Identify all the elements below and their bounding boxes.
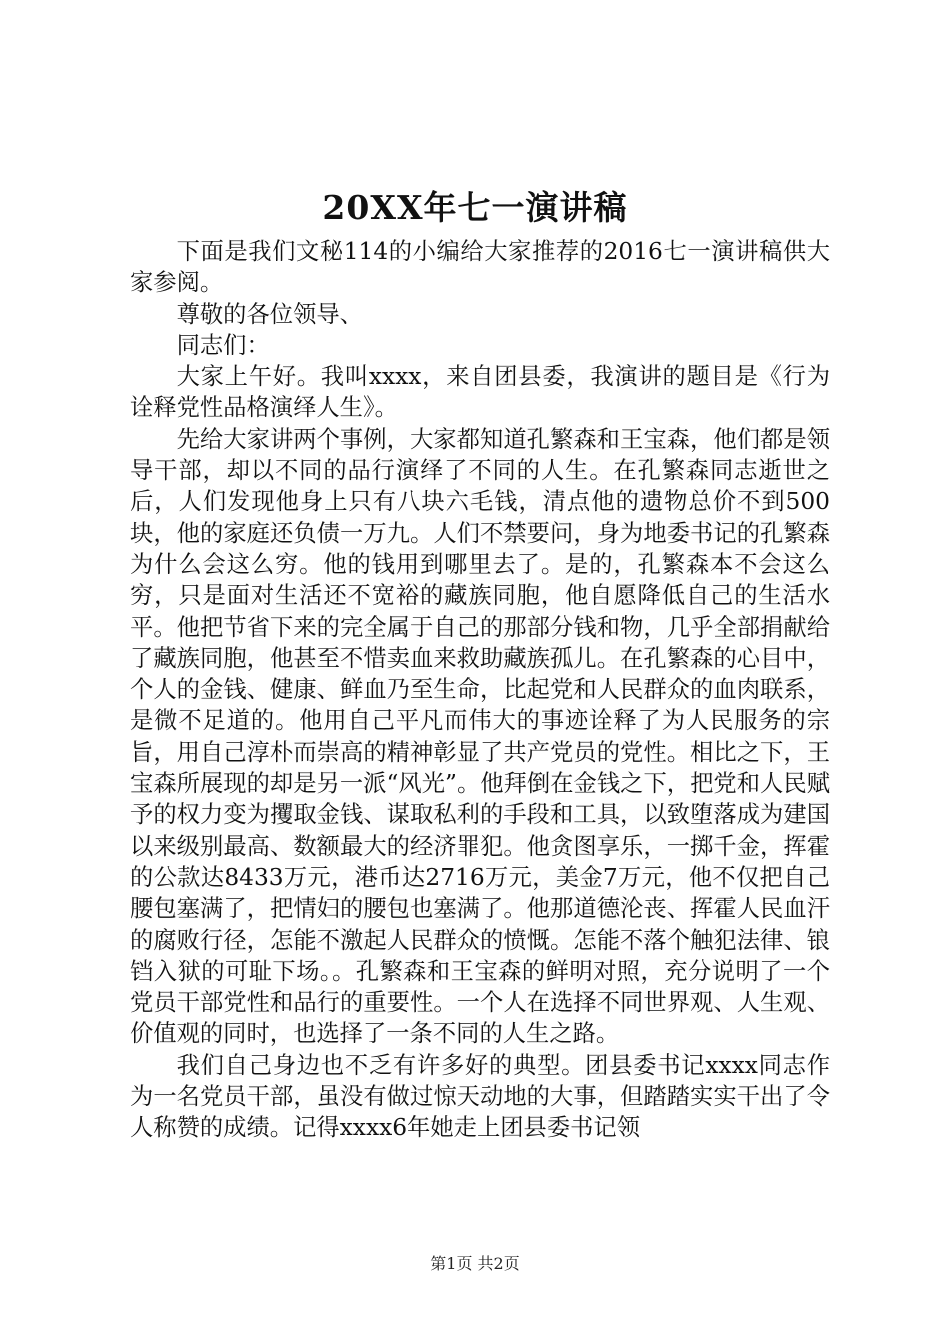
paragraph-greeting: 大家上午好。我叫xxxx，来自团县委，我演讲的题目是《行为诠释党性品格演绎人生》。: [130, 363, 830, 422]
document-title: 20XX年七一演讲稿: [322, 188, 628, 227]
paragraph-salutation-2: 同志们：: [176, 331, 270, 359]
paragraph-examples: 先给大家讲两个事例，大家都知道孔繁森和王宝森，他们都是领导干部，却以不同的品行演绎了不同的人生。在孔繁森同志逝世之后，人们发现他身上只有八块六毛钱，清点他的遗物总价不到500块，他的家庭还负债一万九。人们不禁要问，身为地委书记的孔繁森为什么会这么穷。他的钱用到哪里去了。是的，孔繁森本不会这么穷，只是面对生活还不宽裕的藏族同胞，他自愿降低自己的生活水平。他把节省下来的完全属于自己的那部分钱和物，几乎全部捐献给了藏族同胞，他甚至不惜卖血来救助藏族孤儿。在孔繁森的心目中，个人的金钱、健康、鲜血乃至生命，比起党和人民群众的血肉联系，是微不足道的。他用自己平凡而伟大的事迹诠释了为人民服务的宗旨，用自己淳朴而崇高的精神彰显了共产党员的党性。相比之下，王宝森所展现的却是另一派“风光”。他拜倒在金钱之下，把党和人民赋予的权力变为攫取金钱、谋取私利的手段和工具，以致堕落成为建国以来级别最高、数额最大的经济罪犯。他贪图享乐，一掷千金，挥霍的公款达8433万元，港币达2716万元，美金7万元，他不仅把自己腰包塞满了，把情妇的腰包也塞满了。他那道德沦丧、挥霍人民血汗的腐败行径，怎能不激起人民群众的愤慨。怎能不落个触犯法律、锒铛入狱的可耻下场。。孔繁森和王宝森的鲜明对照，充分说明了一个党员干部党性和品行的重要性。一个人在选择不同世界观、人生观、价值观的同时，也选择了一条不同的人生之路。: [130, 425, 830, 1048]
paragraph-intro: 下面是我们文秘114的小编给大家推荐的2016七一演讲稿供大家参阅。: [130, 238, 830, 297]
paragraph-salutation-1: 尊敬的各位领导、: [176, 300, 363, 328]
paragraph-local-example: 我们自己身边也不乏有许多好的典型。团县委书记xxxx同志作为一名党员干部，虽没有做过惊天动地的大事，但踏踏实实干出了令人称赞的成绩。记得xxxx6年她走上团县委书记领: [130, 1051, 830, 1142]
page-footer: 第1页 共2页: [430, 1254, 520, 1273]
document-body: [130, 236, 830, 1144]
